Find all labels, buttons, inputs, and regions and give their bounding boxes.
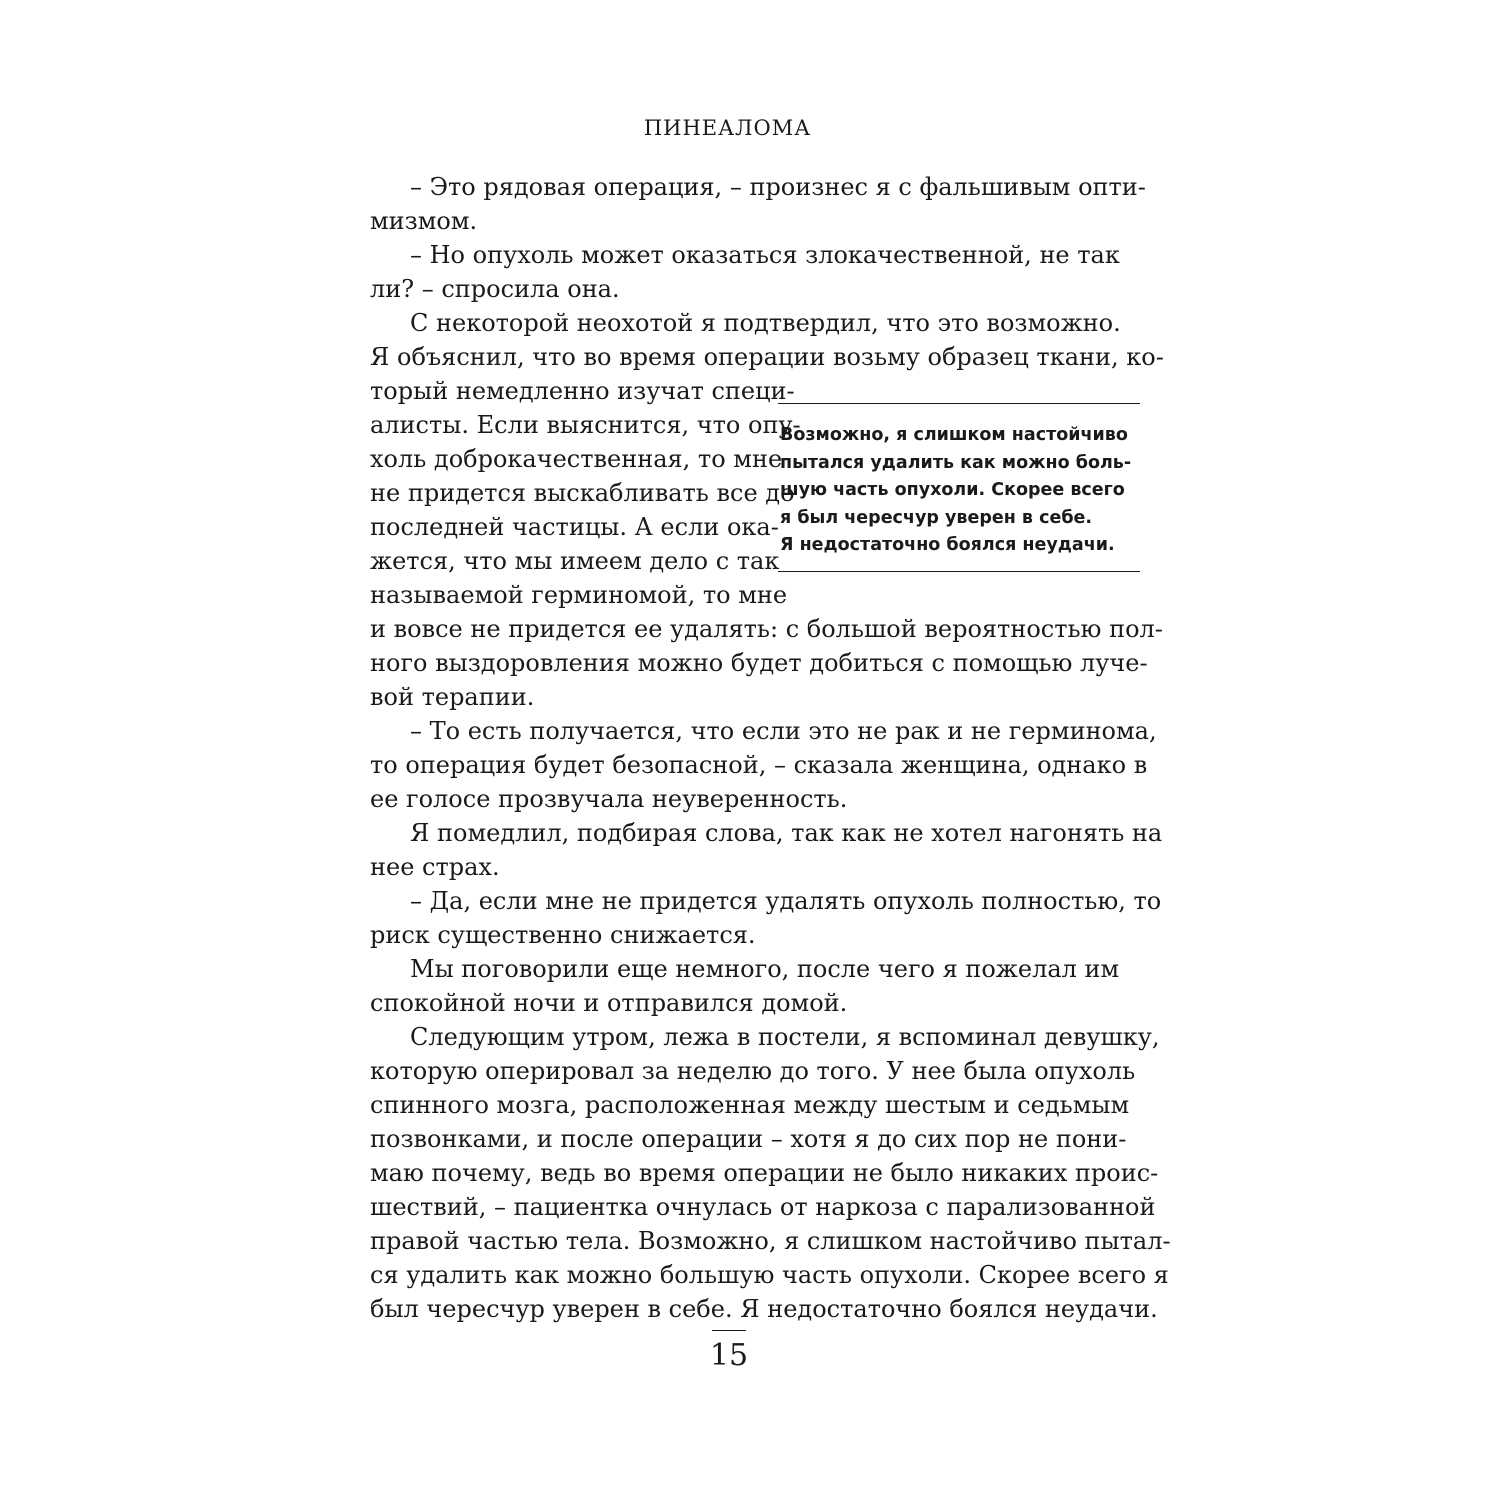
body-line: Я объяснил, что во время операции возьму образец ткани, ко- — [370, 343, 1164, 371]
body-line: Следующим утром, лежа в постели, я вспоминал девушку, — [410, 1023, 1160, 1051]
pull-quote-line: Я недостаточно боялся неудачи. — [780, 535, 1115, 555]
body-line: ся удалить как можно большую часть опухоли. Скорее всего я — [370, 1261, 1169, 1289]
body-line: был чересчур уверен в себе. Я недостаточно боялся неудачи. — [370, 1295, 1158, 1323]
body-line: ли? – спросила она. — [370, 275, 620, 303]
pull-quote-top-rule — [778, 403, 1140, 404]
body-line: мизмом. — [370, 207, 478, 235]
body-line: ного выздоровления можно будет добиться с помощью луче- — [370, 649, 1148, 677]
body-line: ее голосе прозвучала неуверенность. — [370, 785, 848, 813]
body-line: называемой герминомой, то мне — [370, 581, 788, 609]
body-line: холь доброкачественная, то мне — [370, 445, 783, 473]
pull-quote-bottom-rule — [778, 571, 1140, 572]
body-line: позвонками, и после операции – хотя я до сих пор не пони- — [370, 1125, 1127, 1153]
body-line: и вовсе не придется ее удалять: с большой вероятностью пол- — [370, 615, 1163, 643]
body-line: вой терапии. — [370, 683, 535, 711]
body-line: последней частицы. А если ока- — [370, 513, 779, 541]
body-line: нее страх. — [370, 853, 500, 881]
body-line: спокойной ночи и отправился домой. — [370, 989, 848, 1017]
body-line: которую оперировал за неделю до того. У нее была опухоль — [370, 1057, 1136, 1085]
body-line: маю почему, ведь во время операции не было никаких проис- — [370, 1159, 1159, 1187]
body-line: шествий, – пациентка очнулась от наркоза с парализованной — [370, 1193, 1156, 1221]
page-number: 15 — [709, 1338, 749, 1373]
body-line: – Это рядовая операция, – произнес я с фальшивым опти- — [410, 173, 1146, 201]
pull-quote-line: пытался удалить как можно боль- — [780, 452, 1132, 473]
body-line: жется, что мы имеем дело с так — [370, 547, 780, 575]
body-line: торый немедленно изучат специ- — [370, 377, 795, 405]
body-line: – Но опухоль может оказаться злокачественной, не так — [410, 241, 1120, 269]
body-line: Я помедлил, подбирая слова, так как не хотел нагонять на — [410, 819, 1163, 847]
body-line: не придется выскабливать все до — [370, 479, 795, 507]
body-line: риск существенно снижается. — [370, 921, 756, 949]
body-line: – То есть получается, что если это не рак и не герминома, — [410, 717, 1157, 745]
body-line: спинного мозга, расположенная между шестым и седьмым — [370, 1091, 1130, 1119]
body-line: – Да, если мне не придется удалять опухоль полностью, то — [410, 887, 1162, 915]
body-line: правой частью тела. Возможно, я слишком настойчиво пытал- — [370, 1227, 1171, 1255]
body-line: алисты. Если выяснится, что опу- — [370, 411, 801, 439]
running-header: ПИНЕАЛОМА — [643, 116, 812, 140]
page-number-rule — [712, 1330, 746, 1331]
pull-quote-line: Возможно, я слишком настойчиво — [780, 425, 1128, 445]
body-line: С некоторой неохотой я подтвердил, что это возможно. — [410, 309, 1121, 337]
body-line: то операция будет безопасной, – сказала женщина, однако в — [370, 751, 1148, 779]
body-line: Мы поговорили еще немного, после чего я пожелал им — [410, 955, 1120, 983]
pull-quote-line: я был чересчур уверен в себе. — [780, 507, 1093, 528]
pull-quote-line: шую часть опухоли. Скорее всего — [780, 480, 1125, 500]
